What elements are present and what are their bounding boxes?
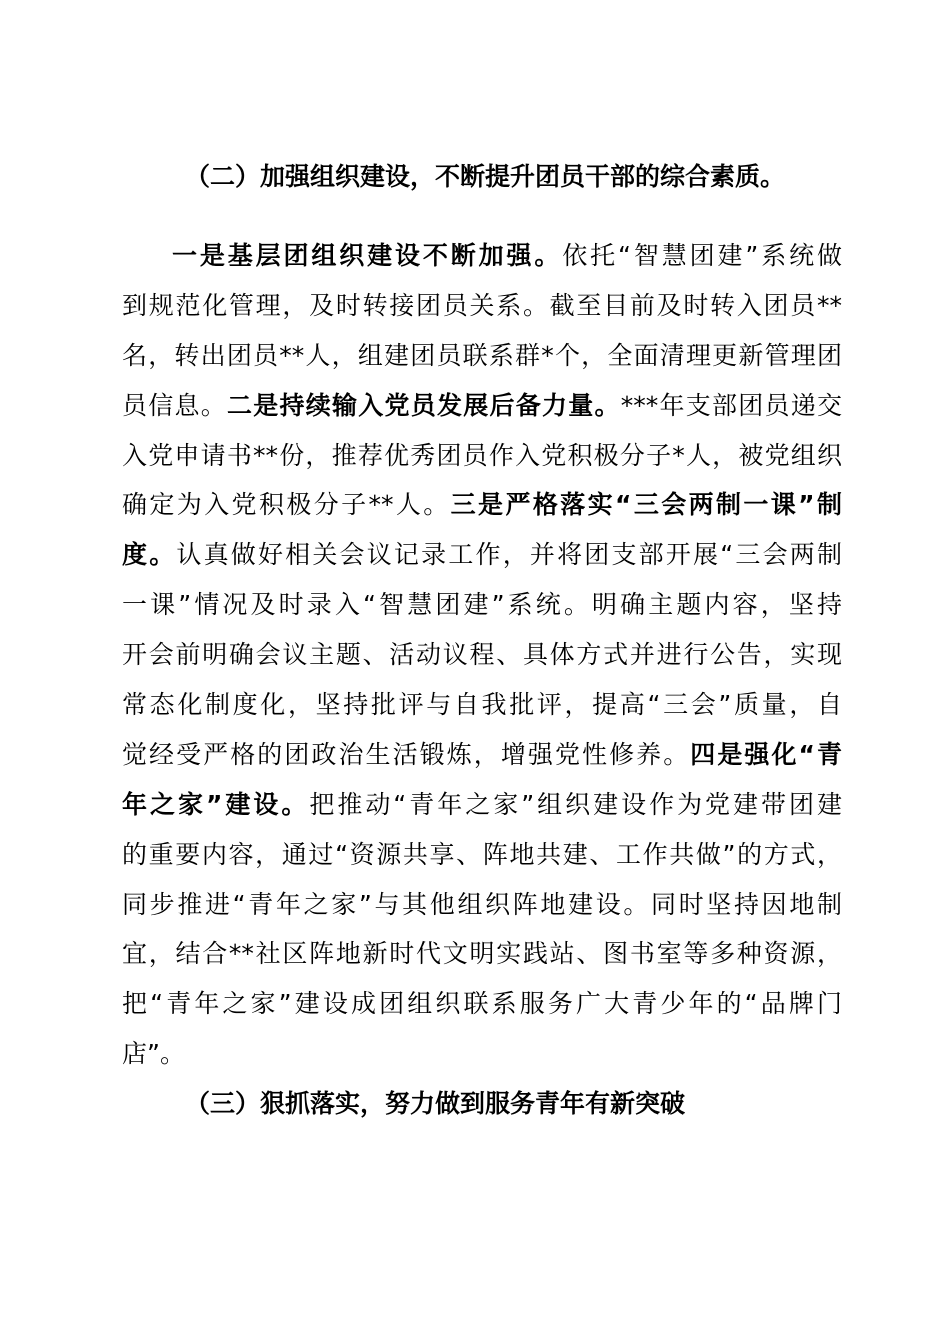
text-run: 开会前明确会议主题、活动议程、具体方式并进行公告，实现 xyxy=(122,640,842,670)
bold-text-run: 年之家”建设。 xyxy=(122,789,310,819)
text-run: 同步推进“青年之家”与其他组织阵地建设。同时坚持因地制 xyxy=(122,889,842,919)
text-line xyxy=(122,1029,842,1079)
bold-text-run: 度。 xyxy=(122,540,177,570)
text-line xyxy=(122,730,842,780)
text-line xyxy=(122,680,842,730)
bold-text-run: 二是持续输入党员发展后备力量。 xyxy=(227,390,621,420)
text-run: 名，转出团员**人，组建团员联系群*个，全面清理更新管理团 xyxy=(122,340,842,370)
text-run: 宜，结合**社区阵地新时代文明实践站、图书室等多种资源， xyxy=(122,939,842,969)
section-heading-2: （二）加强组织建设，不断提升团员干部的综合素质。 xyxy=(185,162,786,191)
text-run: 把“青年之家”建设成团组织联系服务广大青少年的“品牌门 xyxy=(122,989,842,1019)
text-line xyxy=(122,830,842,880)
text-run: 把推动“青年之家”组织建设作为党建带团建 xyxy=(309,789,842,819)
text-line xyxy=(122,880,842,930)
text-line xyxy=(122,231,842,281)
text-line xyxy=(122,979,842,1029)
text-run: 员信息。 xyxy=(122,390,227,420)
text-line xyxy=(122,780,842,830)
text-line xyxy=(122,530,842,580)
section-2-body xyxy=(122,231,842,1079)
text-run: 确定为入党积极分子**人。 xyxy=(122,490,451,520)
text-run: 的重要内容，通过“资源共享、阵地共建、工作共做”的方式， xyxy=(122,839,842,869)
section-heading-3: （三）狠抓落实，努力做到服务青年有新突破 xyxy=(185,1089,686,1118)
text-run: 常态化制度化，坚持批评与自我批评，提高“三会”质量，自 xyxy=(122,690,842,720)
text-line xyxy=(122,331,842,381)
text-line xyxy=(122,630,842,680)
text-run: 到规范化管理，及时转接团员关系。截至目前及时转入团员** xyxy=(122,290,842,320)
bold-text-run: 四是强化“青 xyxy=(690,739,842,769)
text-run: 认真做好相关会议记录工作，并将团支部开展“三会两制 xyxy=(176,540,842,570)
text-run: 一课”情况及时录入“智慧团建”系统。明确主题内容，坚持 xyxy=(122,590,842,620)
text-run: 入党申请书**份，推荐优秀团员作入党积极分子*人，被党组织 xyxy=(122,440,842,470)
text-line xyxy=(122,281,842,331)
text-line xyxy=(122,580,842,630)
text-run: 依托“智慧团建”系统做 xyxy=(562,241,842,270)
text-run: 觉经受严格的团政治生活锻炼，增强党性修养。 xyxy=(122,739,691,769)
text-line xyxy=(122,929,842,979)
bold-text-run: 一是基层团组织建设不断加强。 xyxy=(172,241,563,270)
text-line xyxy=(122,381,842,431)
text-line xyxy=(122,480,842,530)
text-run: ***年支部团员递交 xyxy=(620,390,842,420)
bold-text-run: 三是严格落实“三会两制一课”制 xyxy=(450,490,842,520)
text-line xyxy=(122,431,842,481)
text-run: 店”。 xyxy=(122,1039,185,1069)
